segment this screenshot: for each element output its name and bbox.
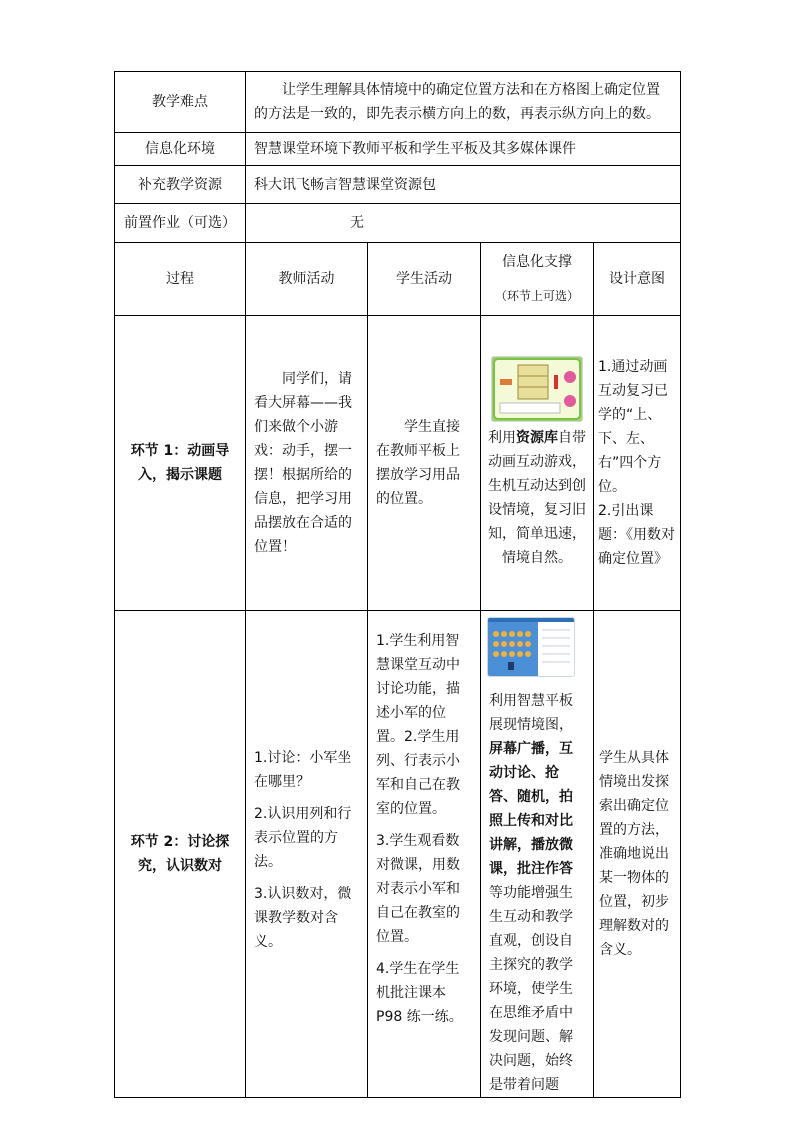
header-support-note: （环节上可选） (494, 289, 579, 303)
stage2-row (115, 611, 681, 1098)
stage2-student-3: 4.学生在学生机批注课本 P98 练一练。 (376, 961, 463, 1025)
stage1-design (594, 316, 681, 611)
stage2-teacher (246, 611, 368, 1098)
stage2-support-c: 等功能增强生生互动和教学直观，创设自主探究的教学环境，使学生在思维矛盾中发现问题、解决问题，始终是带着问题 (489, 885, 573, 1093)
stage1-teacher: 同学们，请看大屏幕——我们来做个小游戏：动手，摆一摆！根据所给的信息，把学习用品摆放在合适的位置！ (246, 316, 368, 611)
stage2-teacher-1: 1.讨论：小军坐在哪里？ (254, 750, 352, 790)
classroom-scene-icon (488, 618, 574, 676)
stage2-student (368, 611, 481, 1098)
text-difficulty: 让学生理解具体情境中的确定位置方法和在方格图上确定位置的方法是一致的，即先表示横方向上的数，再表示纵方向上的数。 (246, 72, 681, 133)
stage1-row (115, 316, 681, 611)
stage1-support-post: 自带动画互动游戏，生机互动达到创设情境，复习旧知，简单迅速，情境自然。 (488, 430, 586, 566)
stage2-student-1: 1.学生利用智慧课堂互动中讨论功能，描述小军的位置。2.学生用列、行表示小军和自己在教室的位置。 (376, 633, 460, 817)
label-homework: 前置作业（可选） (115, 204, 246, 243)
stage2-support (481, 611, 594, 1098)
stage1-support-pre: 利用 (488, 430, 516, 446)
label-environment: 信息化环境 (115, 133, 246, 166)
stage2-support-a: 利用智慧平板展现情境图， (489, 693, 573, 733)
stage2-student-2: 3.学生观看数对微课，用数对表示小军和自己在教室的位置。 (376, 833, 460, 945)
header-student: 学生活动 (368, 243, 481, 316)
row-environment (115, 133, 681, 166)
text-homework: 无 (246, 204, 681, 243)
header-support (481, 243, 594, 316)
stage2-name: 环节 2：讨论探究，认识数对 (115, 611, 246, 1098)
game-thumbnail (491, 356, 583, 422)
header-teacher: 教师活动 (246, 243, 368, 316)
stage2-teacher-2: 2.认识用列和行表示位置的方法。 (254, 806, 352, 870)
header-row (115, 243, 681, 316)
stage2-design: 学生从具体情境出发探索出确定位置的方法，准确地说出某一物体的位置，初步理解数对的含义。 (594, 611, 681, 1098)
stage1-design-2: 2.引出课题：《用数对确定位置》 (598, 503, 675, 567)
stage1-design-1: 1.通过动画互动复习已学的“上、下、左、右”四个方位。 (598, 359, 668, 495)
row-difficulty (115, 72, 681, 133)
label-difficulty: 教学难点 (115, 72, 246, 133)
stage1-support (481, 316, 594, 611)
label-resources: 补充教学资源 (115, 166, 246, 204)
text-resources: 科大讯飞畅言智慧课堂资源包 (246, 166, 681, 204)
lesson-plan-table (114, 71, 681, 1098)
stage1-name: 环节 1：动画导入，揭示课题 (115, 316, 246, 611)
stage1-support-bold: 资源库 (516, 430, 558, 446)
header-process: 过程 (115, 243, 246, 316)
stage2-support-b: 屏幕广播，互动讨论、抢答、随机，拍照上传和对比讲解，播放微课，批注作答 (489, 741, 573, 877)
classroom-screenshot (487, 617, 575, 677)
text-environment: 智慧课堂环境下教师平板和学生平板及其多媒体课件 (246, 133, 681, 166)
row-homework (115, 204, 681, 243)
row-resources (115, 166, 681, 204)
header-support-title: 信息化支撑 (502, 254, 572, 270)
stage1-student: 学生直接在教师平板上摆放学习用品的位置。 (368, 316, 481, 611)
game-illustration-icon (492, 357, 582, 421)
stage2-teacher-3: 3.认识数对，微课教学数对含义。 (254, 886, 352, 950)
header-design: 设计意图 (594, 243, 681, 316)
